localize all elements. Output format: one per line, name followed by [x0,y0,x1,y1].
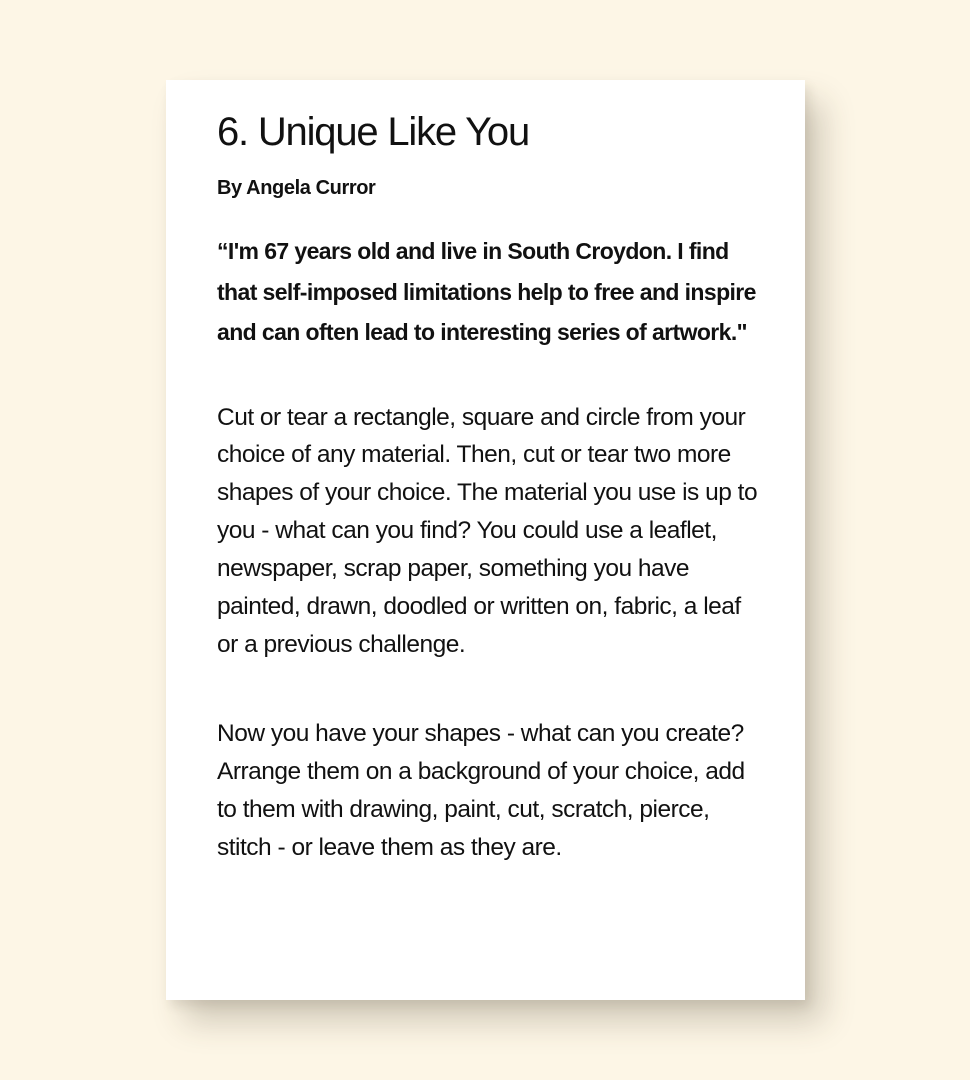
artist-quote: “I'm 67 years old and live in South Croydon. I find that self-imposed limitations help to free and inspire and can often lead to interesting series of artwork." [217,238,756,345]
article-title: 6. Unique Like You [217,110,530,154]
instructions-paragraph: Cut or tear a rectangle, square and circle from your choice of any material. Then, cut or tear two more shapes of your choice. The material you use is up to you - what can you find? You could use a leaflet, newspaper, scrap paper, something you have painted, drawn, doodled or written on, fabric, a leaf or a previous challenge. [217,403,758,658]
instructions-paragraph: Now you have your shapes - what can you create? Arrange them on a background of your choice, add to them with drawing, paint, cut, scratch, pierce, stitch - or leave them as they are. [217,719,745,861]
article-byline: By Angela Curror [217,177,376,199]
article-card [166,80,805,1000]
